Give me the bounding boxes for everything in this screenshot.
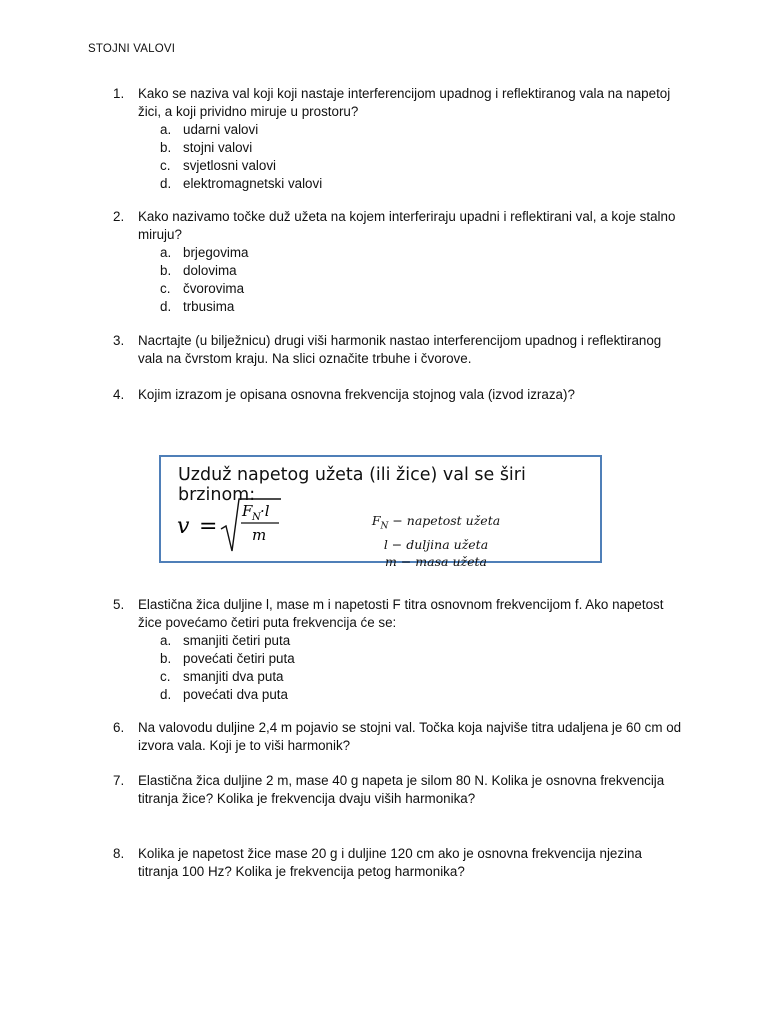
option-b — [160, 139, 683, 157]
option-c — [160, 280, 683, 298]
answer-options — [160, 632, 683, 704]
option-d — [160, 686, 683, 704]
option-label: smanjiti četiri puta — [183, 633, 291, 648]
legend-text: − masa užeta — [396, 553, 487, 569]
legend-subscript: N — [380, 521, 389, 532]
question-3 — [113, 332, 683, 368]
legend-symbol: F — [371, 513, 381, 528]
question-text: Nacrtajte (u bilježnicu) drugi viši harmonik nastao interferencijom upadnog i reflektiranog vala na čvrstom kraju. Na slici označite trbuhe i čvorove. — [138, 333, 662, 366]
formula-numerator-rest: ·l — [260, 502, 270, 520]
option-a — [160, 244, 683, 262]
option-letter: d. — [160, 176, 172, 191]
option-letter: b. — [160, 140, 172, 155]
formula-numerator: F — [242, 502, 253, 520]
option-b — [160, 262, 683, 280]
formula-box — [159, 455, 602, 569]
option-letter: d. — [160, 687, 172, 702]
option-label: svjetlosni valovi — [183, 158, 277, 173]
question-5 — [113, 596, 683, 704]
option-a — [160, 632, 683, 650]
option-label: čvorovima — [183, 281, 245, 296]
question-number: 4. — [113, 387, 125, 402]
question-text: Kako nazivamo točke duž užeta na kojem interferiraju upadni i reflektirani val, a koje stalno miruju? — [138, 209, 676, 242]
question-number: 3. — [113, 333, 125, 348]
formula-numerator-sub: N — [252, 512, 261, 523]
question-number: 8. — [113, 846, 125, 861]
question-text: Kako se naziva val koji koji nastaje interferencijom upadnog i reflektiranog vala na napetoj žici, a koji prividno miruje u prostoru? — [138, 86, 671, 119]
formula-denominator: m — [252, 526, 267, 544]
formula-lhs: v — [177, 514, 190, 539]
option-label: udarni valovi — [183, 122, 259, 137]
option-d — [160, 298, 683, 316]
question-number: 5. — [113, 597, 125, 612]
option-c — [160, 157, 683, 175]
option-letter: c. — [160, 669, 171, 684]
question-text: Kojim izrazom je opisana osnovna frekvencija stojnog vala (izvod izraza)? — [138, 387, 575, 402]
option-letter: b. — [160, 651, 172, 666]
option-label: brjegovima — [183, 245, 249, 260]
option-label: trbusima — [183, 299, 235, 314]
option-label: dolovima — [183, 263, 237, 278]
option-letter: c. — [160, 281, 171, 296]
legend-text: − duljina užeta — [387, 536, 489, 552]
question-7 — [113, 772, 683, 808]
option-b — [160, 650, 683, 668]
question-4 — [113, 386, 683, 404]
option-label: povećati četiri puta — [183, 651, 295, 666]
answer-options — [160, 121, 683, 193]
option-a — [160, 121, 683, 139]
option-letter: a. — [160, 122, 172, 137]
option-c — [160, 668, 683, 686]
question-text: Na valovodu duljine 2,4 m pojavio se stojni val. Točka koja najviše titra udaljena je 60 cm od izvora vala. Koji je to viši harmonik? — [138, 720, 682, 753]
formula-title: Uzduž napetog užeta (ili žice) val se širi brzinom: — [178, 465, 526, 505]
question-number: 7. — [113, 773, 125, 788]
option-letter: c. — [160, 158, 171, 173]
option-label: stojni valovi — [183, 140, 253, 155]
formula-legend — [351, 512, 521, 570]
option-letter: d. — [160, 299, 172, 314]
question-text: Elastična žica duljine 2 m, mase 40 g napeta je silom 80 N. Kolika je osnovna frekvencija titranja žice? Kolika je frekvencija dvaju viših harmonika? — [138, 773, 665, 806]
question-text: Kolika je napetost žice mase 20 g i duljine 120 cm ako je osnovna frekvencija njezina titranja 100 Hz? Kolika je frekvencija petog harmonika? — [138, 846, 642, 879]
option-letter: a. — [160, 245, 172, 260]
legend-symbol: m — [385, 553, 397, 569]
question-number: 6. — [113, 720, 125, 735]
question-text: Elastična žica duljine l, mase m i napetosti F titra osnovnom frekvencijom f. Ako napetost žice povećamo četiri puta frekvencija će se: — [138, 597, 664, 630]
question-1 — [113, 85, 683, 193]
wave-speed-formula — [169, 491, 369, 561]
answer-options — [160, 244, 683, 316]
option-label: elektromagnetski valovi — [183, 176, 323, 191]
legend-line — [351, 536, 521, 553]
option-label: povećati dva puta — [183, 687, 288, 702]
option-d — [160, 175, 683, 193]
legend-line — [351, 553, 521, 570]
question-number: 1. — [113, 86, 125, 101]
question-6 — [113, 719, 683, 755]
option-letter: b. — [160, 263, 172, 278]
legend-text: − napetost užeta — [388, 513, 501, 528]
option-label: smanjiti dva puta — [183, 669, 284, 684]
question-8 — [113, 845, 683, 881]
page-title: STOJNI VALOVI — [88, 43, 176, 55]
legend-symbol: l — [383, 536, 388, 552]
question-2 — [113, 208, 683, 316]
legend-line — [351, 512, 521, 536]
option-letter: a. — [160, 633, 172, 648]
question-number: 2. — [113, 209, 125, 224]
formula-equals: = — [199, 514, 218, 539]
